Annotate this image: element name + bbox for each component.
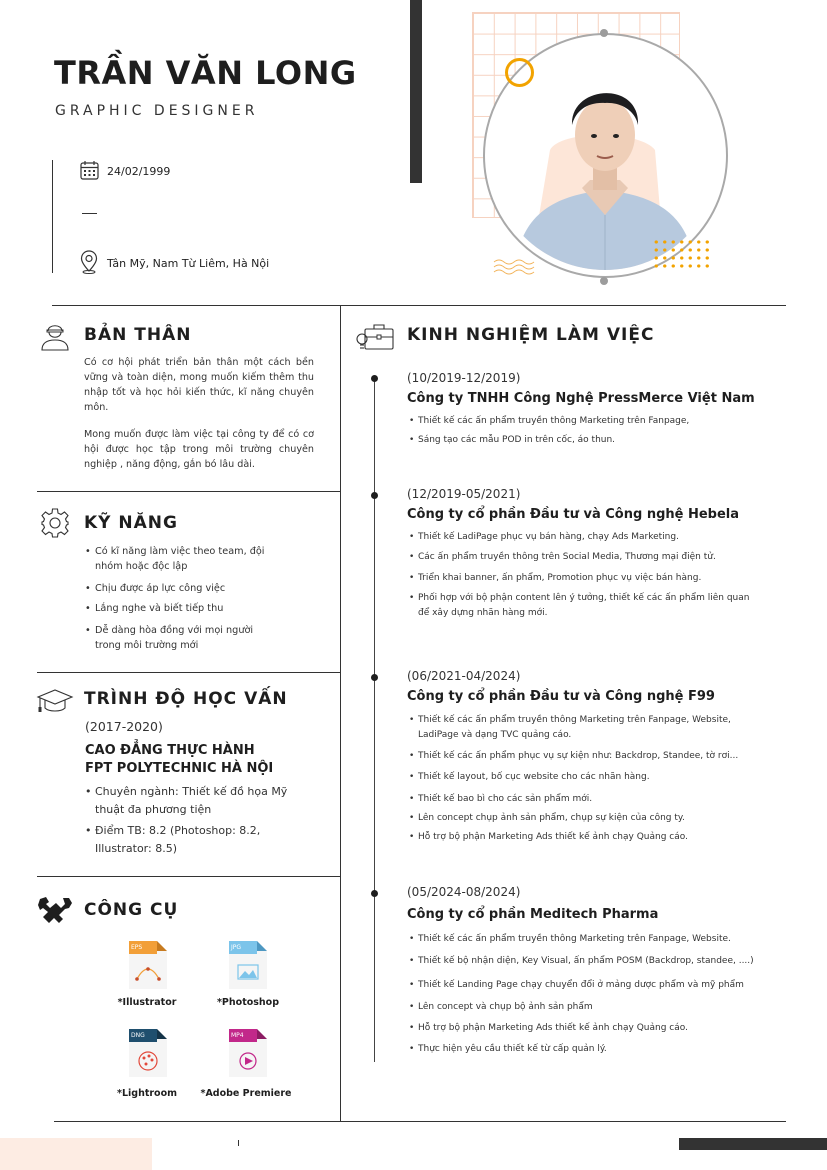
experience-title: KINH NGHIỆM LÀM VIỆC [407,325,655,345]
contact-dash [82,213,97,214]
wrench-tools-icon [37,895,74,925]
decorative-dots [652,238,714,270]
job-duty: • Thiết kế bộ nhận diện, Key Visual, ấn phẩm POSM (Backdrop, standee, ....) [418,954,818,969]
job-company: Công ty cổ phần Meditech Pharma [407,907,659,922]
job-duty: • Thực hiện yêu cầu thiết kế từ cấp quản lý. [418,1042,798,1057]
decorative-waves [492,258,538,276]
job-duty: • Các ấn phẩm truyền thông trên Social Media, Thương mại điện tử. [418,550,778,565]
job-company: Công ty cổ phần Đầu tư và Công nghệ Hebela [407,507,740,522]
contact-divider [52,160,53,273]
tool-label-premiere: *Adobe Premiere [200,1088,292,1099]
job-duty: • Thiết kế bao bì cho các sản phẩm mới. [418,792,778,807]
job-duty: • Lên concept và chụp bộ ảnh sản phẩm [418,1000,798,1015]
header-divider [52,305,786,306]
location-pin-icon [80,250,98,274]
footer-dark-band [679,1138,827,1150]
decorative-ring [505,58,534,87]
job-company: Công ty cổ phần Đầu tư và Công nghệ F99 [407,689,715,704]
frame-knob-top [600,29,608,37]
job-company: Công ty TNHH Công Nghệ PressMerce Việt Nam [407,391,755,406]
job-duty: • Thiết kế các ấn phẩm truyền thông Marketing trên Fanpage, [418,414,778,429]
job-duty: • Hỗ trợ bộ phận Marketing Ads thiết kế ảnh chạy Quảng cáo. [418,830,778,845]
about-title: BẢN THÂN [84,325,192,345]
skills-title: KỸ NĂNG [84,513,178,533]
file-ext-label: MP4 [231,1032,244,1039]
footer-divider [54,1121,786,1122]
briefcase-icon [355,323,395,353]
job-duty: • Thiết kế layout, bố cục website cho các nhãn hàng. [418,770,778,785]
skill-item: • Chịu được áp lực công việc [95,581,295,596]
job-duty: • Thiết kế LadiPage phục vụ bán hàng, chạy Ads Marketing. [418,530,778,545]
education-gpa: • Điểm TB: 8.2 (Photoshop: 8.2, Illustrator: 8.5) [95,822,295,858]
file-ext-label: DNG [131,1032,145,1039]
school-name-line1: CAO ĐẲNG THỰC HÀNH [85,743,255,758]
timeline-dot [371,492,378,499]
tool-label-illustrator: *Illustrator [117,997,177,1008]
footer-peach-band [0,1138,152,1170]
footer-tick [238,1140,239,1146]
calendar-icon [80,160,99,180]
school-name-line2: FPT POLYTECHNIC HÀ NỘI [85,761,274,776]
column-divider [340,305,341,1121]
job-duty: • Thiết kế các ấn phẩm truyền thông Marketing trên Fanpage, Website, LadiPage và dạng TVC quảng cáo. [418,713,768,742]
timeline-line [374,378,375,1062]
about-skills-divider [37,491,340,492]
skill-item: • Có kĩ năng làm việc theo team, đội nhóm hoặc độc lập [95,544,275,574]
file-ext-label: EPS [131,944,143,951]
job-duty: • Phối hợp với bộ phận content lên ý tưởng, thiết kế các ấn phẩm liên quan để xây dựng nhãn hàng mới. [418,591,763,620]
timeline-dot [371,375,378,382]
timeline-dot [371,674,378,681]
education-major: • Chuyên ngành: Thiết kế đồ họa Mỹ thuật đa phương tiện [95,783,295,819]
job-duty: • Triển khai banner, ấn phẩm, Promotion phục vụ việc bán hàng. [418,571,778,586]
person-icon [40,320,70,352]
job-duty: • Hỗ trợ bộ phận Marketing Ads thiết kế ảnh chạy Quảng cáo. [418,1021,798,1036]
graduation-cap-icon [36,688,74,714]
job-duty: • Thiết kế các ấn phẩm truyền thông Marketing trên Fanpage, Website. [418,932,798,947]
job-duty: • Thiết kế Landing Page chạy chuyển đổi ở mảng dược phẩm và mỹ phẩm [418,978,818,993]
job-period: (10/2019-12/2019) [407,371,521,385]
tool-label-photoshop: *Photoshop [216,997,280,1008]
job-period: (12/2019-05/2021) [407,487,521,501]
job-duty: • Sáng tạo các mẫu POD in trên cốc, áo thun. [418,433,778,448]
education-title: TRÌNH ĐỘ HỌC VẤN [84,689,288,709]
frame-knob-bottom [600,277,608,285]
candidate-role: GRAPHIC DESIGNER [55,103,259,119]
decorative-bar [410,0,422,183]
address: Tân Mỹ, Nam Từ Liêm, Hà Nội [107,257,270,270]
candidate-name: TRẦN VĂN LONG [54,54,357,92]
skills-education-divider [37,672,340,673]
timeline-dot [371,890,378,897]
job-period: (06/2021-04/2024) [407,669,521,683]
job-duty: • Thiết kế các ấn phẩm phục vụ sự kiện như: Backdrop, Standee, tờ rơi... [418,749,778,764]
skill-item: • Dễ dàng hòa đồng với mọi người trong môi trường mới [95,623,280,653]
about-paragraph-2: Mong muốn được làm việc tại công ty để có cơ hội được học tập trong môi trường chuyên nghiệp , năng động, gắn bó lâu dài. [84,429,314,470]
job-duty: • Lên concept chụp ảnh sản phẩm, chụp sự kiện của công ty. [418,811,778,826]
skill-item: • Lắng nghe và biết tiếp thu [95,601,295,616]
tools-title: CÔNG CỤ [84,900,179,920]
education-period: (2017-2020) [85,719,163,734]
gear-icon [40,508,70,538]
file-ext-label: JPG [231,944,242,951]
job-period: (05/2024-08/2024) [407,885,521,899]
about-paragraph-1: Có cơ hội phát triển bản thân một cách bền vững và toàn diện, mong muốn kiếm thêm thu nhập tốt và học hỏi kiến thức, kĩ năng chuyên môn. [84,357,314,413]
birthdate: 24/02/1999 [107,165,171,178]
education-tools-divider [37,876,340,877]
tool-label-lightroom: *Lightroom [116,1088,178,1099]
